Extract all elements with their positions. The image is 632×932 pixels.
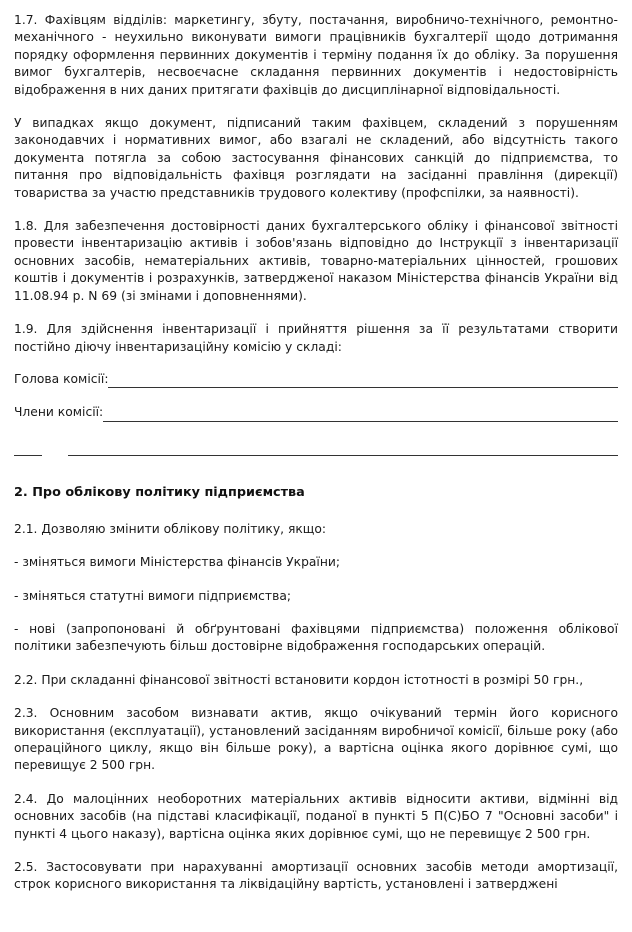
signature-rule-members[interactable] <box>103 408 618 422</box>
signature-field-chairman <box>14 371 618 388</box>
paragraph-2-5: 2.5. Застосовувати при нарахуванні амортизації основних засобів методи амортизації, строк корисного використання та ліквідаційну вартість, установлені і затверджені <box>14 860 618 892</box>
signature-extra-row <box>14 438 618 456</box>
section-heading-2: 2. Про облікову політику підприємства <box>14 484 305 500</box>
paragraph-2-2: 2.2. При складанні фінансової звітності встановити кордон істотності в розмірі 50 грн., <box>14 672 584 687</box>
signature-rule-chairman[interactable] <box>108 374 618 388</box>
paragraph-2-1: 2.1. Дозволяю змінити облікову політику, якщо: <box>14 521 327 536</box>
signature-label-chairman: Голова комісії: <box>14 371 109 386</box>
signature-dash-mark <box>14 442 42 456</box>
bullet-statutory-requirements: - зміняться статутні вимоги підприємства; <box>14 588 291 603</box>
signature-label-members: Члени комісії: <box>14 405 104 420</box>
signature-field-members <box>14 404 618 421</box>
paragraph-2-4: 2.4. До малоцінних необоротних матеріальних активів відносити активи, відмінні від основних засобів (на підставі класифікації, поданої в пункті 5 П(С)БО 7 "Основні засоби" і пункті 4 цього наказу), вартісна оцінка яких дорівнює сумі, що не перевищує 2 500 грн. <box>14 791 618 841</box>
bullet-ministry-requirements: - зміняться вимоги Міністерства фінансів України; <box>14 555 341 570</box>
paragraph-1-8: 1.8. Для забезпечення достовірності даних бухгалтерського обліку і фінансової звітності провести інвентаризацію активів і зобов'язань відповідно до Інструкції з інвентаризації основних засобів, нематеріальних активів, товарно-матеріальних цінностей, грошових коштів і документів і розрахунків, затвердженої наказом Міністерства фінансів України від 11.08.94 р. N 69 (зі змінами і доповненнями). <box>14 219 618 303</box>
paragraph-exceptions: У випадках якщо документ, підписаний таким фахівцем, складений з порушенням законодавчих і нормативних вимог, або взагалі не складений, або відсутність такого документа потягла за собою застосування фінансових санкцій до підприємства, то питання про відповідальність фахівця розглядати на засіданні правління (дирекції) товариства за участю представників трудового колективу (профспілки, за наявності). <box>14 116 618 200</box>
paragraph-2-3: 2.3. Основним засобом визнавати актив, якщо очікуваний термін його корисного використання (експлуатації), установлений засіданням виробничої комісії, більше року (або операційного циклу, якщо він більше року), а вартісна оцінка якого дорівнює сумі, що перевищує 2 500 грн. <box>14 706 618 773</box>
paragraph-1-9: 1.9. Для здійснення інвентаризації і прийняття рішення за її результатами створити постійно діючу інвентаризаційну комісію у складі: <box>14 322 618 354</box>
signature-rule-extra[interactable] <box>68 442 618 456</box>
paragraph-1-7: 1.7. Фахівцям відділів: маркетингу, збуту, постачання, виробничо-технічного, ремонтно-механічного - неухильно виконувати вимоги працівників бухгалтерії щодо дотримання порядку оформлення первинних документів і терміну подання їх до обліку. За порушення вимог бухгалтерів, несвоєчасне складання первинних документів і недостовірність відображення в них даних притягати фахівців до дисциплінарної відповідальності. <box>14 13 618 97</box>
bullet-new-provisions: - нові (запропоновані й обґрунтовані фахівцями підприємства) положення облікової політики забезпечують більш достовірне відображення господарських операцій. <box>14 621 618 654</box>
